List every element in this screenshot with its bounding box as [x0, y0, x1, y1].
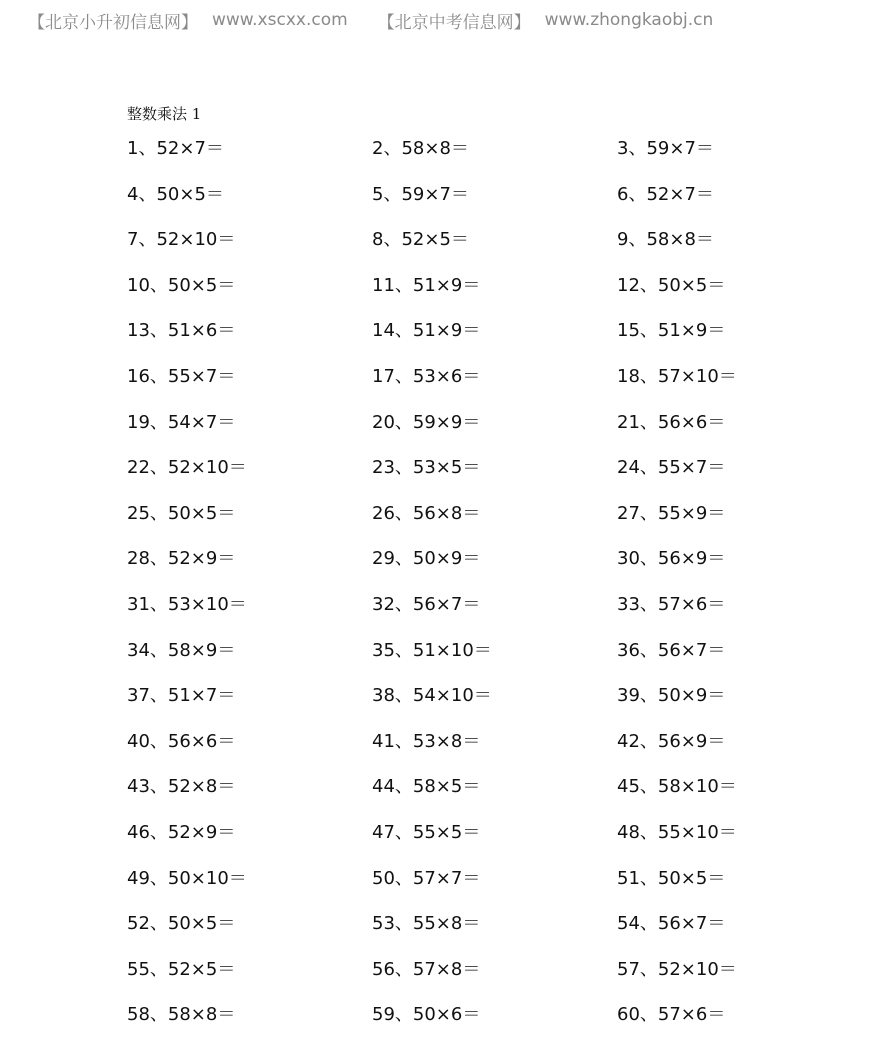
problem-item: 60、57×6＝ — [617, 1004, 726, 1026]
problem-item: 42、56×9＝ — [617, 730, 726, 752]
problem-item: 48、55×10＝ — [617, 821, 737, 843]
problem-item: 59、50×6＝ — [372, 1004, 481, 1026]
problem-item: 13、51×6＝ — [127, 320, 236, 342]
problem-item: 58、58×8＝ — [127, 1004, 236, 1026]
header-site-xiaoshengchu: 【北京小升初信息网】 — [28, 12, 198, 33]
problem-item: 50、57×7＝ — [372, 867, 481, 889]
header-url-xscxx: www.xscxx.com — [212, 10, 348, 30]
problem-item: 34、58×9＝ — [127, 639, 236, 661]
problem-item: 20、59×9＝ — [372, 411, 481, 433]
problem-item: 44、58×5＝ — [372, 776, 481, 798]
problem-item: 38、54×10＝ — [372, 685, 492, 707]
problem-item: 14、51×9＝ — [372, 320, 481, 342]
problem-item: 16、55×7＝ — [127, 365, 236, 387]
problem-item: 7、52×10＝ — [127, 229, 236, 251]
problem-item: 40、56×6＝ — [127, 730, 236, 752]
problem-item: 26、56×8＝ — [372, 502, 481, 524]
problem-item: 46、52×9＝ — [127, 821, 236, 843]
problem-item: 36、56×7＝ — [617, 639, 726, 661]
problem-item: 52、50×5＝ — [127, 913, 236, 935]
problem-item: 29、50×9＝ — [372, 548, 481, 570]
problem-item: 2、58×8＝ — [372, 138, 469, 159]
problem-item: 57、52×10＝ — [617, 958, 737, 980]
problem-item: 47、55×5＝ — [372, 821, 481, 843]
problem-item: 39、50×9＝ — [617, 685, 726, 707]
problem-item: 28、52×9＝ — [127, 548, 236, 570]
problem-item: 32、56×7＝ — [372, 593, 481, 615]
problem-item: 9、58×8＝ — [617, 229, 714, 251]
problem-item: 11、51×9＝ — [372, 274, 481, 296]
problem-item: 21、56×6＝ — [617, 411, 726, 433]
problem-item: 30、56×9＝ — [617, 548, 726, 570]
problem-item: 53、55×8＝ — [372, 913, 481, 935]
problem-item: 43、52×8＝ — [127, 776, 236, 798]
problem-item: 10、50×5＝ — [127, 274, 236, 296]
problem-item: 49、50×10＝ — [127, 867, 247, 889]
problem-item: 19、54×7＝ — [127, 411, 236, 433]
problem-item: 1、52×7＝ — [127, 138, 224, 159]
problem-item: 31、53×10＝ — [127, 593, 247, 615]
problem-item: 15、51×9＝ — [617, 320, 726, 342]
problem-item: 22、52×10＝ — [127, 457, 247, 479]
problem-item: 3、59×7＝ — [617, 138, 714, 159]
problem-item: 35、51×10＝ — [372, 639, 492, 661]
problem-item: 56、57×8＝ — [372, 958, 481, 980]
problem-item: 37、51×7＝ — [127, 685, 236, 707]
problem-grid — [127, 135, 847, 1047]
problem-item: 5、59×7＝ — [372, 183, 469, 205]
problem-item: 12、50×5＝ — [617, 274, 726, 296]
problem-item: 51、50×5＝ — [617, 867, 726, 889]
document-title: 整数乘法 1 — [127, 105, 202, 123]
problem-item: 33、57×6＝ — [617, 593, 726, 615]
problem-item: 23、53×5＝ — [372, 457, 481, 479]
problem-item: 18、57×10＝ — [617, 365, 737, 387]
problem-item: 24、55×7＝ — [617, 457, 726, 479]
header-url-zhongkaobj: www.zhongkaobj.cn — [544, 10, 714, 30]
problem-item: 25、50×5＝ — [127, 502, 236, 524]
problem-item: 6、52×7＝ — [617, 183, 714, 205]
page-header — [28, 8, 713, 32]
problem-item: 27、55×9＝ — [617, 502, 726, 524]
problem-item: 54、56×7＝ — [617, 913, 726, 935]
problem-item: 41、53×8＝ — [372, 730, 481, 752]
header-site-zhongkao: 【北京中考信息网】 — [377, 12, 531, 33]
problem-item: 17、53×6＝ — [372, 365, 481, 387]
problem-item: 45、58×10＝ — [617, 776, 737, 798]
problem-item: 8、52×5＝ — [372, 229, 469, 251]
problem-item: 55、52×5＝ — [127, 958, 236, 980]
problem-item: 4、50×5＝ — [127, 183, 224, 205]
